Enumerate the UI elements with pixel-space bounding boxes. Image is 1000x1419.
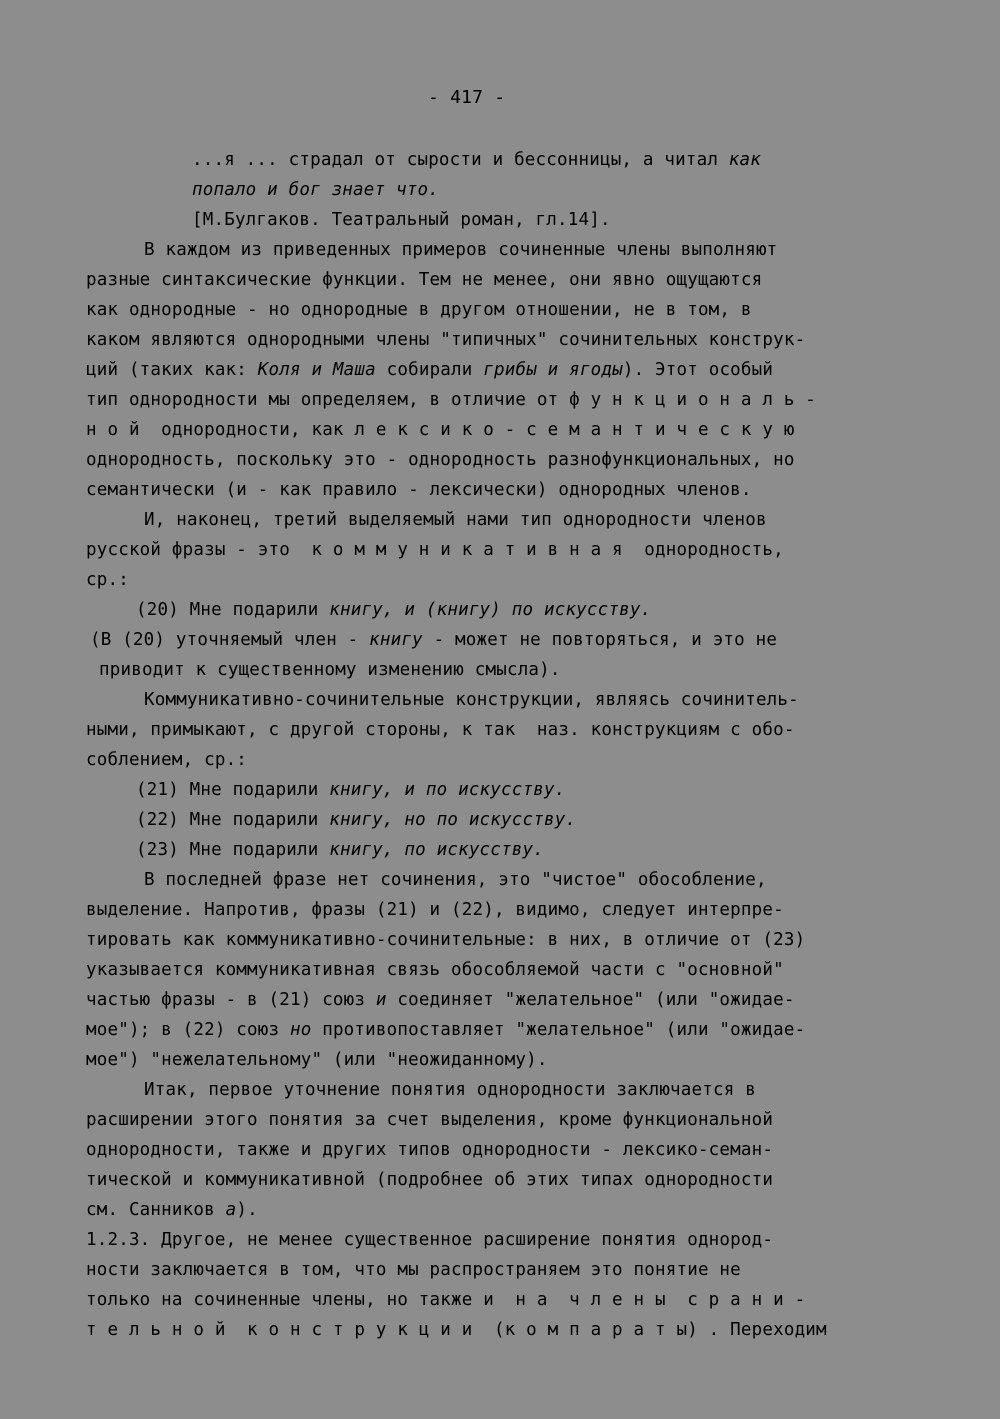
line-text: (21) Мне подарили <box>136 780 330 800</box>
line-text: семантически (и - как правило - лексически) однородных членов. <box>86 480 752 500</box>
line-text: ). Этот особый <box>622 360 774 380</box>
line-text: как однородные - но однородные в другом отношении, не в том, в <box>86 300 752 320</box>
line-text: тировать как коммуникативно-сочинительные: в них, в отличие от (23) <box>86 930 806 950</box>
text-line <box>86 1225 773 1255</box>
text-line <box>86 475 752 505</box>
text-line <box>86 565 129 595</box>
line-text: частью фразы - в (21) союз <box>86 990 376 1010</box>
line-text: (20) Мне подарили <box>136 600 330 620</box>
line-text: (22) Мне подарили <box>136 810 330 830</box>
line-text: однородности, также и других типов однородности - лексико-семан- <box>86 1140 774 1160</box>
line-text: см. Санников <box>86 1200 226 1220</box>
text-line <box>86 325 805 355</box>
line-text: мое"); в (22) союз <box>86 1020 290 1040</box>
text-line <box>86 295 752 325</box>
line-text: н о й однородности, как л е к с и к о - с е м а н т и ч е с к у ю <box>86 420 795 440</box>
text-line <box>99 655 561 685</box>
text-line <box>86 985 795 1015</box>
italic-example-text: книгу, и по искусству. <box>329 780 566 800</box>
italic-example-text: и <box>375 990 387 1010</box>
text-line <box>86 1255 741 1285</box>
text-line <box>86 1195 258 1225</box>
text-line <box>86 265 762 295</box>
text-line <box>86 1045 548 1075</box>
italic-example-text: как <box>728 150 762 170</box>
text-line <box>192 145 761 175</box>
text-line <box>86 385 816 415</box>
line-text: 1.2.3. Другое, не менее существенное расширение понятия однород- <box>86 1230 774 1250</box>
italic-example-text: Коля и Маша <box>257 360 376 380</box>
line-text: мое") "нежелательному" (или "неожиданному). <box>86 1050 548 1070</box>
line-text: тической и коммуникативной (подробнее об этих типах однородности <box>86 1170 774 1190</box>
text-line <box>86 715 795 745</box>
line-text: И, наконец, третий выделяемый нами тип однородности членов <box>144 510 767 530</box>
line-text: расширении этого понятия за счет выделения, кроме функциональной <box>86 1110 774 1130</box>
text-line <box>136 835 544 865</box>
line-text: ср.: <box>86 570 129 590</box>
text-line <box>86 955 784 985</box>
line-text: Итак, первое уточнение понятия однородности заключается в <box>144 1080 756 1100</box>
italic-example-text: но <box>289 1020 312 1040</box>
text-line <box>86 535 784 565</box>
line-text: соблением, ср.: <box>86 750 248 770</box>
text-line <box>86 1015 805 1045</box>
line-text: однородность, поскольку это - однородность разнофункциональных, но <box>86 450 795 470</box>
italic-example-text: книгу, и (книгу) по искусству. <box>329 600 652 620</box>
line-text: соединяет "желательное" (или "ожидае- <box>386 990 795 1010</box>
text-line <box>86 415 795 445</box>
line-text: (23) Мне подарили <box>136 840 330 860</box>
text-line <box>136 805 576 835</box>
line-text: В последней фразе нет сочинения, это "чистое" обособление, <box>144 870 767 890</box>
text-line <box>192 175 439 205</box>
line-text: - может не повторяться, и это не <box>422 630 778 650</box>
text-line <box>86 745 247 775</box>
line-text: ности заключается в том, что мы распространяем это понятие не <box>86 1260 741 1280</box>
line-text: ций (таких как: <box>86 360 258 380</box>
italic-example-text: а <box>225 1200 237 1220</box>
text-line <box>86 1285 805 1315</box>
line-text: указывается коммуникативная связь обособляемой части с "основной" <box>86 960 784 980</box>
line-text: собирали <box>375 360 484 380</box>
line-text: только на сочиненные члены, но также и н а ч л е н ы с р а н и - <box>86 1290 806 1310</box>
text-line <box>86 925 805 955</box>
text-line <box>136 775 565 805</box>
line-text: тип однородности мы определяем, в отличие от ф у н к ц и о н а л ь - <box>86 390 817 410</box>
line-text: В каждом из приведенных примеров сочиненные члены выполняют <box>144 240 778 260</box>
text-line <box>86 1105 773 1135</box>
line-text: выделение. Напротив, фразы (21) и (22), видимо, следует интерпре- <box>86 900 784 920</box>
italic-example-text: книгу <box>369 630 423 650</box>
text-line <box>86 355 773 385</box>
text-line <box>144 685 799 715</box>
text-line <box>192 205 611 235</box>
line-text: русской фразы - это к о м м у н и к а т и в н а я однородность, <box>86 540 784 560</box>
line-text: [М.Булгаков. Театральный роман, гл.14]. <box>192 210 611 230</box>
text-line <box>90 625 777 655</box>
text-line <box>136 595 651 625</box>
line-text: разные синтаксические функции. Тем не менее, они явно ощущаются <box>86 270 763 290</box>
text-line <box>144 505 767 535</box>
line-text: ...я ... страдал от сырости и бессонницы, а читал <box>192 150 729 170</box>
text-line <box>86 895 784 925</box>
line-text: приводит к существенному изменению смысла). <box>99 660 561 680</box>
line-text: ). <box>236 1200 258 1220</box>
italic-example-text: книгу, но по искусству. <box>329 810 577 830</box>
italic-example-text: книгу, по искусству. <box>329 840 544 860</box>
text-line <box>86 1315 827 1345</box>
text-line <box>144 1075 756 1105</box>
line-text: ными, примыкают, с другой стороны, к так наз. конструкциям с обо- <box>86 720 795 740</box>
page-number: - 417 - <box>428 87 506 108</box>
italic-example-text: попало и бог знает что. <box>192 180 439 200</box>
line-text: т е л ь н о й к о н с т р у к ц и и (к о м п а р а т ы) . Переходим <box>86 1320 827 1340</box>
line-text: противопоставляет "желательное" (или "ожидае- <box>311 1020 806 1040</box>
line-text: каком являются однородными члены "типичных" сочинительных конструк- <box>86 330 806 350</box>
text-line <box>86 1135 773 1165</box>
italic-example-text: грибы и ягоды <box>483 360 623 380</box>
text-line <box>144 235 777 265</box>
text-line <box>86 1165 773 1195</box>
line-text: Коммуникативно-сочинительные конструкции, являясь сочинитель- <box>144 690 799 710</box>
text-line <box>86 445 795 475</box>
text-line <box>144 865 767 895</box>
line-text: (В (20) уточняемый член - <box>90 630 370 650</box>
